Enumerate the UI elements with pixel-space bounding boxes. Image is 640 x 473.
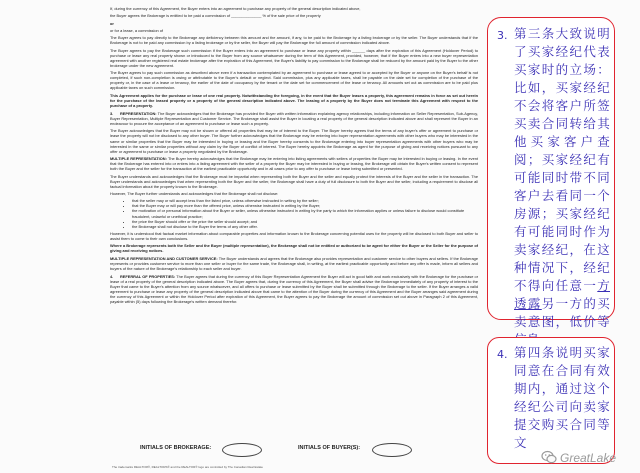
note-3-highlight: 方透露 bbox=[514, 278, 610, 311]
commission-line: the Buyer agrees the Brokerage is entitled to be paid a commission of ______________ % of the sale price of the property bbox=[110, 13, 321, 19]
list-item: • the Brokerage shall not disclose to the Buyer the terms of any other offer. bbox=[132, 224, 478, 229]
section-4 bbox=[110, 274, 478, 305]
list-item: • the price the Buyer should offer or the price the seller should accept; and bbox=[132, 219, 478, 224]
section-4-p1: The Buyer agrees that during the currency of this Buyer Representation Agreement the Buyer will act in good faith and work exclusively with the Brokerage for the purchase or lease of a real property of the general description indicated above. The Buyer agrees that, during the currency of this Agreement, the Buyer shall advise the Brokerage immediately of any property of interest to the Buyer that came to the Buyer's attention from any source whatsoever, and all offers to purchase or lease submitted by the Buyer shall be submitted through the Brokerage to the seller. If the Buyer arranges a valid agreement to purchase or lease any property of the general description indicated above that came to the attention of the Buyer during the currency of this Agreement and the Buyer arranges said agreement during the currency of this Agreement or within the Holdover Period after expiration of this Agreement, the Buyer agrees to pay the Brokerage the amount of commission set out above in Paragraph 2 of this Agreement, payable within (5) days following the Brokerage's written demand therefor. bbox=[110, 273, 478, 305]
list-item: • the motivation of or personal information about the Buyer or seller, unless otherwise instructed in writing by the party to which the information applies or unless failure to disclose would constitute fraudulent, unlawful or unethical practice; bbox=[132, 208, 478, 218]
note-3-text-a: 第三条大致说明了买家经纪代表买家时的立场：比如，买家经纪不会将客户所签买卖合同转给其他买家客户查阅；买家经纪有可能同时带不同客户去看同一个房源；买家经纪有可能同时作为卖家经纪，在这种情况下，经纪不得向任意一 bbox=[514, 26, 610, 293]
section-3-p2: The Buyer acknowledges that the Buyer may not be shown or offered all properties that may be of interest to the Buyer. The Buyer hereby agrees that the terms of any buyer's offer or agreement to purchase or lease the property will not be disclosed to any other buyer. The Buyer further acknowledges that the Brokerage may be entering into buyer representation agreements with other buyers who may be interested in the same or similar properties that the Buyer may be interested in buying or leasing and the Buyer hereby consents to the Brokerage entering into buyer representation agreements with other buyers who may be interested in the same or similar properties without any claim by the Buyer of conflict of interest. The Buyer hereby appoints the Brokerage as agent for the purpose of giving and receiving notices pursuant to any offer or agreement to purchase or lease a property negotiated by the Brokerage. bbox=[110, 128, 478, 154]
buyer-initials-field[interactable] bbox=[372, 443, 412, 457]
initials-row bbox=[140, 443, 440, 457]
annotation-note-4 bbox=[487, 337, 615, 464]
multi-rep bbox=[110, 156, 478, 171]
multi-rep-p3: However, The Buyer further understands and acknowledges that the Brokerage shall not disclose: bbox=[110, 190, 279, 196]
footer-trademark: The trademarks REALTOR®, REALTORS® and the REALTOR® logo are controlled by The Canadian Real Estate bbox=[112, 465, 263, 469]
disclosure-list bbox=[132, 198, 478, 229]
para-holdover: The Buyer agrees to pay the Brokerage such commission if the Buyer enters into an agreement to purchase or lease any property within ______ days after the expiration of this Agreement (Holdover Period) to purchase or lease any real property shown or introduced to the Buyer from any source whatsoever during the term of this Agreement, provided, however, that if the Buyer enters into a new buyer representation agreement with another registered real estate brokerage after the expiration of this Agreement, the Buyer's liability to pay commission to the Brokerage shall be reduced by the amount paid by the Buyer to the other brokerage under the new agreement. bbox=[110, 47, 478, 68]
annotation-note-3 bbox=[487, 17, 615, 329]
section-3-p1: The Buyer acknowledges that the Brokerage has provided the Buyer with written information explaining agency relationships, including information on Seller Representation, Sub-Agency, Buyer Representation, Multiple Representation and Customer Service. The Brokerage shall assist the Buyer in locating a real property of the general description indicated above and shall represent the Buyer in an endeavour to procure the acceptance of an agreement to purchase or lease such a property. bbox=[110, 110, 478, 127]
customer-service bbox=[110, 256, 478, 271]
brokerage-initials-label: INITIALS OF BROKERAGE: bbox=[140, 445, 212, 451]
para-applies: This Agreement applies for the purchase or lease of one real property. Notwithstanding the foregoing, in the event that the Buyer leases a property, this agreement remains in force as set out herein for the purchase of the leased property or a property of the general description indicated above. The leasing of a property by the Buyer does not terminate this Agreement with respect to the purchase of a property. bbox=[110, 92, 478, 108]
section-4-number: 4. bbox=[110, 273, 114, 279]
multi-rep-p5: Where a Brokerage represents both the Seller and the Buyer (multiple representation), the Brokerage shall not be entitled or authorized to be agent for either the Buyer or the Seller for the purpose of giving and receiving notices. bbox=[110, 243, 478, 254]
note-3-text bbox=[514, 25, 610, 349]
brokerage-initials-field[interactable] bbox=[222, 443, 262, 457]
multi-rep-p2: The Buyer understands and acknowledges that the Brokerage must be impartial when representing both the Buyer and the seller and equally protect the interests of the Buyer and the seller in the transaction. The Buyer understands and acknowledges that when representing both the Buyer and the seller, the Brokerage shall have a duty of full disclosure to both the Buyer and the seller, including a requirement to disclose all factual information about the property known to the Brokerage. bbox=[110, 173, 478, 189]
buyer-initials-label: INITIALS OF BUYER(S): bbox=[298, 445, 361, 451]
note-4-marker: 4. bbox=[497, 348, 508, 361]
multi-rep-title: MULTIPLE REPRESENTATION: bbox=[110, 156, 167, 162]
multi-rep-p1: The Buyer hereby acknowledges that the Brokerage may be entering into listing agreements with sellers of properties the Buyer may be interested in buying or leasing. In the event that the Brokerage has entered into or enters into a listing agreement with the seller of a property the Buyer may be interested in buying or leasing, the Brokerage will obtain the Buyer's written consent to represent both the Buyer and the seller for the transaction at the earliest practicable opportunity and in all cases prior to any offer to purchase or lease being submitted or presented. bbox=[110, 156, 478, 172]
agreement-document bbox=[110, 6, 478, 466]
wechat-logo-icon bbox=[541, 449, 557, 465]
section-3 bbox=[110, 111, 478, 126]
watermark: GreatLake bbox=[560, 451, 617, 465]
multi-rep-p4: However, it is understood that factual market information about comparable properties and information known to the Brokerage concerning potential uses for the property will be disclosed to both Buyer and seller to assist them to come to their own conclusions. bbox=[110, 230, 478, 241]
note-3-marker: 3. bbox=[497, 29, 508, 42]
note-4-text: 第四条说明买家同意在合同有效期内，通过这个经纪公司向卖家提交购买合同等文 bbox=[514, 345, 610, 450]
list-item: • that the Buyer may or will pay more than the offered price, unless otherwise instructed in writing by the Buyer; bbox=[132, 203, 478, 208]
para-pay: The Buyer agrees to pay directly to the Brokerage any deficiency between this amount and the amount, if any, to be paid to the Brokerage by a listing brokerage or by the seller. The Buyer understands that if the Brokerage is not to be paid any commission by a listing brokerage or by the seller, the Buyer will pay the Brokerage the full amount of commission indicated above. bbox=[110, 35, 478, 46]
or-label: or bbox=[110, 20, 114, 26]
list-item: • that the seller may or will accept less than the listed price, unless otherwise instructed in writing by the seller; bbox=[132, 198, 478, 203]
customer-service-p1: The Buyer understands and agrees that the Brokerage also provides representation and customer service to other buyers and sellers. If the Brokerage represents or provides customer service to more than one seller or buyer for the same trade, the Brokerage shall, in writing, at the earliest practicable opportunity and before any offer is made, inform all sellers and buyers of the nature of the Brokerage's relationship to each seller and buyer. bbox=[110, 255, 478, 271]
top-line: If, during the currency of this Agreement, the Buyer enters into an agreement to purchase any property of the general description indicated above, bbox=[110, 6, 361, 11]
para-deficiency: The Buyer agrees to pay such commission as described above even if a transaction contemplated by an agreement to purchase or lease agreed to or accepted by the Buyer or anyone on the Buyer's behalf is not completed, if such non-completion is owing or attributable to the Buyer's default or neglect. Said commission, plus any applicable taxes, shall be payable on the date set for completion of the purchase of the property or, in the case of a lease or tenancy, the earlier of the date of occupancy by the tenant or the date set for commencement of the lease or tenancy. All amounts set out as commission are to be paid plus applicable taxes on such commission. bbox=[110, 70, 478, 91]
customer-service-title: MULTIPLE REPRESENTATION AND CUSTOMER SERVICE: bbox=[110, 255, 218, 261]
fee-line: or for a lease, a commission of bbox=[110, 27, 163, 33]
section-4-title: REFERRAL OF PROPERTIES: bbox=[120, 273, 176, 279]
section-3-title: REPRESENTATION: bbox=[120, 110, 157, 116]
section-3-number: 3. bbox=[110, 110, 114, 116]
note-3-text-b: 另一方的买卖意图，低价等 bbox=[514, 296, 610, 329]
